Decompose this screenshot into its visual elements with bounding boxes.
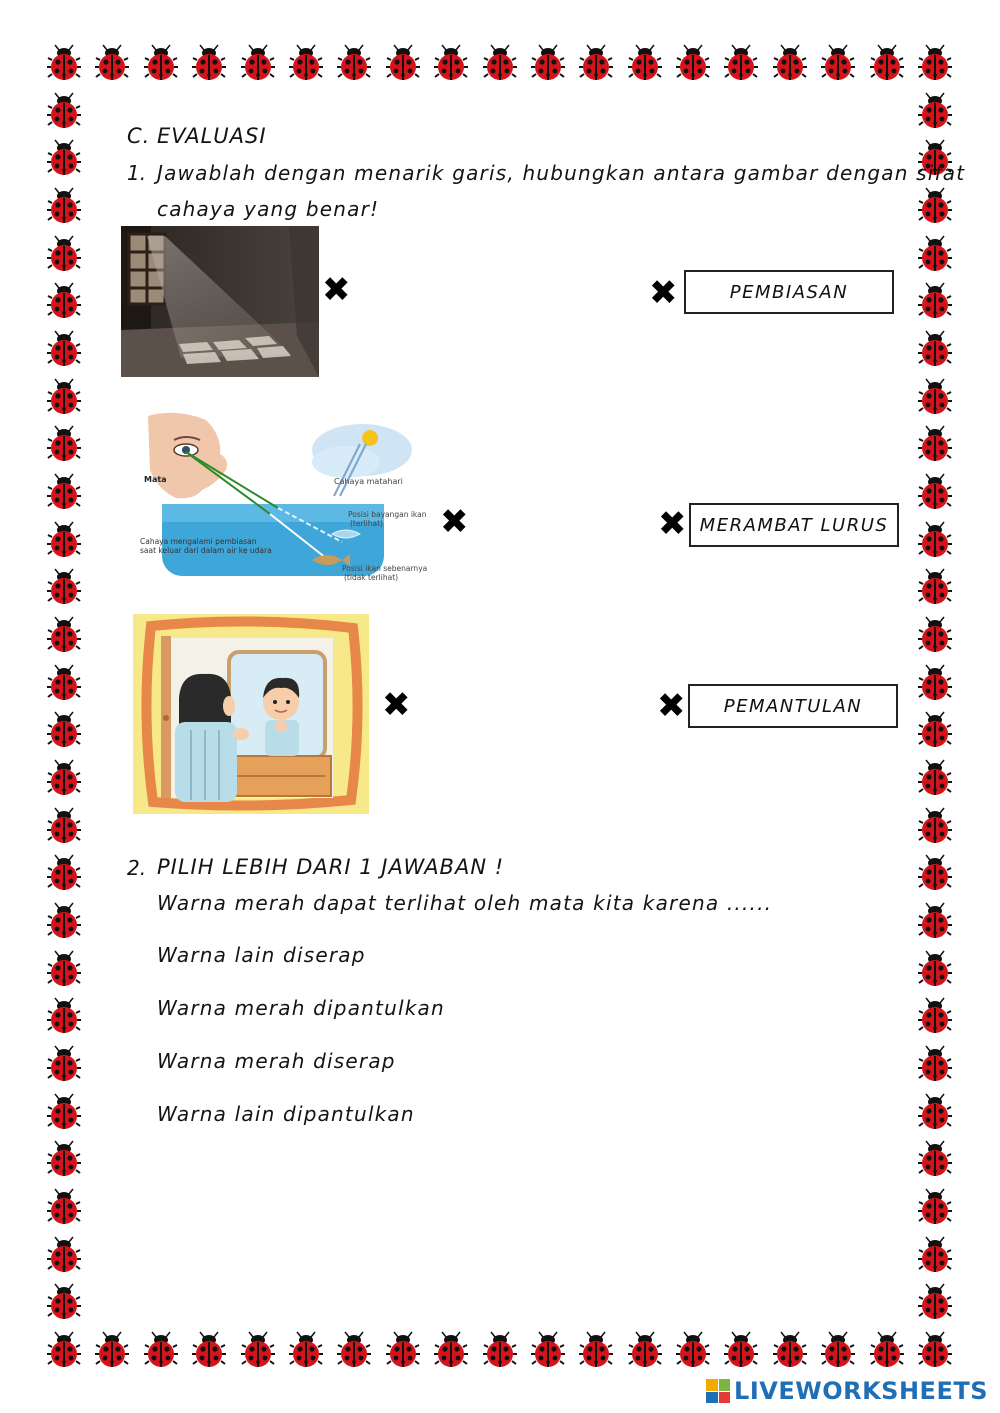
- ladybug-icon: [47, 330, 81, 368]
- ladybug-icon: [918, 330, 952, 368]
- ladybug-icon: [628, 1331, 662, 1369]
- ladybug-icon: [918, 664, 952, 702]
- option-1[interactable]: Warna lain diserap: [157, 943, 366, 967]
- ladybug-icon: [918, 1188, 952, 1226]
- ladybug-icon: [47, 807, 81, 845]
- question-1-instruction-line2: cahaya yang benar!: [157, 197, 380, 221]
- label-saat-keluar: saat keluar dari dalam air ke udara: [140, 546, 272, 555]
- answer-3-connector-mark[interactable]: ✖: [657, 686, 686, 726]
- ladybug-icon: [918, 187, 952, 225]
- ladybug-icon: [47, 950, 81, 988]
- answer-box-pembiasan: PEMBIASAN: [684, 270, 894, 314]
- label-terlihat: (terlihat): [350, 519, 383, 528]
- ladybug-icon: [531, 44, 565, 82]
- ladybug-icon: [47, 568, 81, 606]
- label-posisi-sebenarnya: Posisi ikan sebenarnya: [342, 564, 428, 573]
- ladybug-icon: [918, 759, 952, 797]
- ladybug-icon: [628, 44, 662, 82]
- ladybug-icon: [483, 44, 517, 82]
- ladybug-icon: [870, 1331, 904, 1369]
- ladybug-icon: [47, 235, 81, 273]
- ladybug-icon: [241, 1331, 275, 1369]
- fish-refraction-diagram-picture: [136, 410, 446, 585]
- question-1-instruction-line1: Jawablah dengan menarik garis, hubungkan antara gambar dengan sifat: [157, 161, 966, 185]
- ladybug-icon: [531, 1331, 565, 1369]
- ladybug-icon: [95, 44, 129, 82]
- ladybug-icon: [144, 44, 178, 82]
- question-2-title: PILIH LEBIH DARI 1 JAWABAN !: [157, 855, 505, 879]
- label-cahaya-mengalami: Cahaya mengalami pembiasan: [140, 537, 257, 546]
- ladybug-icon: [47, 1045, 81, 1083]
- ladybug-icon: [47, 711, 81, 749]
- answer-box-merambat-lurus: MERAMBAT LURUS: [689, 503, 899, 547]
- ladybug-icon: [918, 854, 952, 892]
- label-cahaya-matahari: Cahaya matahari: [334, 477, 403, 486]
- ladybug-icon: [918, 568, 952, 606]
- ladybug-icon: [918, 44, 952, 82]
- option-4[interactable]: Warna lain dipantulkan: [157, 1102, 415, 1126]
- label-posisi-bayangan: Posisi bayangan ikan: [348, 510, 427, 519]
- ladybug-icon: [47, 1331, 81, 1369]
- ladybug-icon: [821, 1331, 855, 1369]
- ladybug-icon: [483, 1331, 517, 1369]
- ladybug-icon: [579, 44, 613, 82]
- ladybug-icon: [918, 950, 952, 988]
- option-3[interactable]: Warna merah diserap: [157, 1049, 396, 1073]
- ladybug-icon: [918, 711, 952, 749]
- ladybug-icon: [918, 473, 952, 511]
- ladybug-icon: [773, 44, 807, 82]
- option-2[interactable]: Warna merah dipantulkan: [157, 996, 445, 1020]
- ladybug-icon: [773, 1331, 807, 1369]
- ladybug-icon: [386, 44, 420, 82]
- ladybug-icon: [918, 425, 952, 463]
- question-1-number: 1.: [127, 161, 147, 185]
- dark-room-light-window-picture: [121, 226, 319, 377]
- ladybug-icon: [918, 616, 952, 654]
- answer-1-connector-mark[interactable]: ✖: [649, 273, 678, 313]
- ladybug-icon: [47, 1093, 81, 1131]
- question-2-prompt: Warna merah dapat terlihat oleh mata kita karena ......: [157, 891, 773, 915]
- question-2-number: 2.: [127, 856, 147, 880]
- ladybug-icon: [870, 44, 904, 82]
- label-mata: Mata: [144, 475, 167, 484]
- ladybug-icon: [47, 664, 81, 702]
- ladybug-icon: [47, 1283, 81, 1321]
- ladybug-icon: [337, 1331, 371, 1369]
- section-label: C.: [127, 124, 151, 148]
- ladybug-icon: [676, 44, 710, 82]
- ladybug-icon: [918, 1331, 952, 1369]
- ladybug-icon: [337, 44, 371, 82]
- picture-3-connector-mark[interactable]: ✖: [382, 685, 411, 725]
- ladybug-icon: [47, 854, 81, 892]
- answer-box-pemantulan: PEMANTULAN: [688, 684, 898, 728]
- ladybug-icon: [386, 1331, 420, 1369]
- section-title: EVALUASI: [157, 124, 267, 148]
- ladybug-icon: [289, 1331, 323, 1369]
- ladybug-icon: [95, 1331, 129, 1369]
- ladybug-icon: [289, 44, 323, 82]
- ladybug-icon: [918, 902, 952, 940]
- ladybug-icon: [434, 44, 468, 82]
- ladybug-icon: [47, 759, 81, 797]
- ladybug-icon: [47, 521, 81, 559]
- liveworksheets-logo-icon: [706, 1379, 730, 1403]
- picture-1-connector-mark[interactable]: ✖: [322, 270, 351, 310]
- ladybug-icon: [918, 282, 952, 320]
- ladybug-icon: [47, 902, 81, 940]
- ladybug-icon: [918, 1140, 952, 1178]
- ladybug-icon: [47, 92, 81, 130]
- ladybug-icon: [47, 1188, 81, 1226]
- ladybug-icon: [918, 1283, 952, 1321]
- ladybug-icon: [192, 44, 226, 82]
- ladybug-icon: [724, 44, 758, 82]
- ladybug-icon: [579, 1331, 613, 1369]
- ladybug-icon: [918, 1045, 952, 1083]
- ladybug-icon: [47, 1236, 81, 1274]
- brand-name: LIVEWORKSHEETS: [734, 1377, 988, 1405]
- ladybug-icon: [47, 997, 81, 1035]
- ladybug-icon: [821, 44, 855, 82]
- answer-2-connector-mark[interactable]: ✖: [658, 504, 687, 544]
- ladybug-icon: [434, 1331, 468, 1369]
- boy-mirror-reflection-picture: [133, 614, 369, 814]
- ladybug-icon: [192, 1331, 226, 1369]
- ladybug-icon: [47, 616, 81, 654]
- ladybug-icon: [918, 997, 952, 1035]
- ladybug-icon: [918, 235, 952, 273]
- ladybug-icon: [676, 1331, 710, 1369]
- ladybug-icon: [918, 378, 952, 416]
- picture-2-connector-mark[interactable]: ✖: [440, 502, 469, 542]
- ladybug-icon: [47, 1140, 81, 1178]
- liveworksheets-brand: [706, 1377, 988, 1405]
- ladybug-icon: [47, 139, 81, 177]
- label-tidak-terlihat: (tidak terlihat): [344, 573, 399, 582]
- ladybug-icon: [47, 473, 81, 511]
- ladybug-icon: [724, 1331, 758, 1369]
- ladybug-icon: [144, 1331, 178, 1369]
- ladybug-icon: [241, 44, 275, 82]
- ladybug-icon: [918, 92, 952, 130]
- ladybug-icon: [47, 187, 81, 225]
- ladybug-icon: [918, 521, 952, 559]
- ladybug-icon: [47, 425, 81, 463]
- ladybug-icon: [47, 44, 81, 82]
- ladybug-icon: [918, 1236, 952, 1274]
- ladybug-icon: [918, 1093, 952, 1131]
- ladybug-icon: [918, 807, 952, 845]
- ladybug-icon: [47, 282, 81, 320]
- ladybug-icon: [47, 378, 81, 416]
